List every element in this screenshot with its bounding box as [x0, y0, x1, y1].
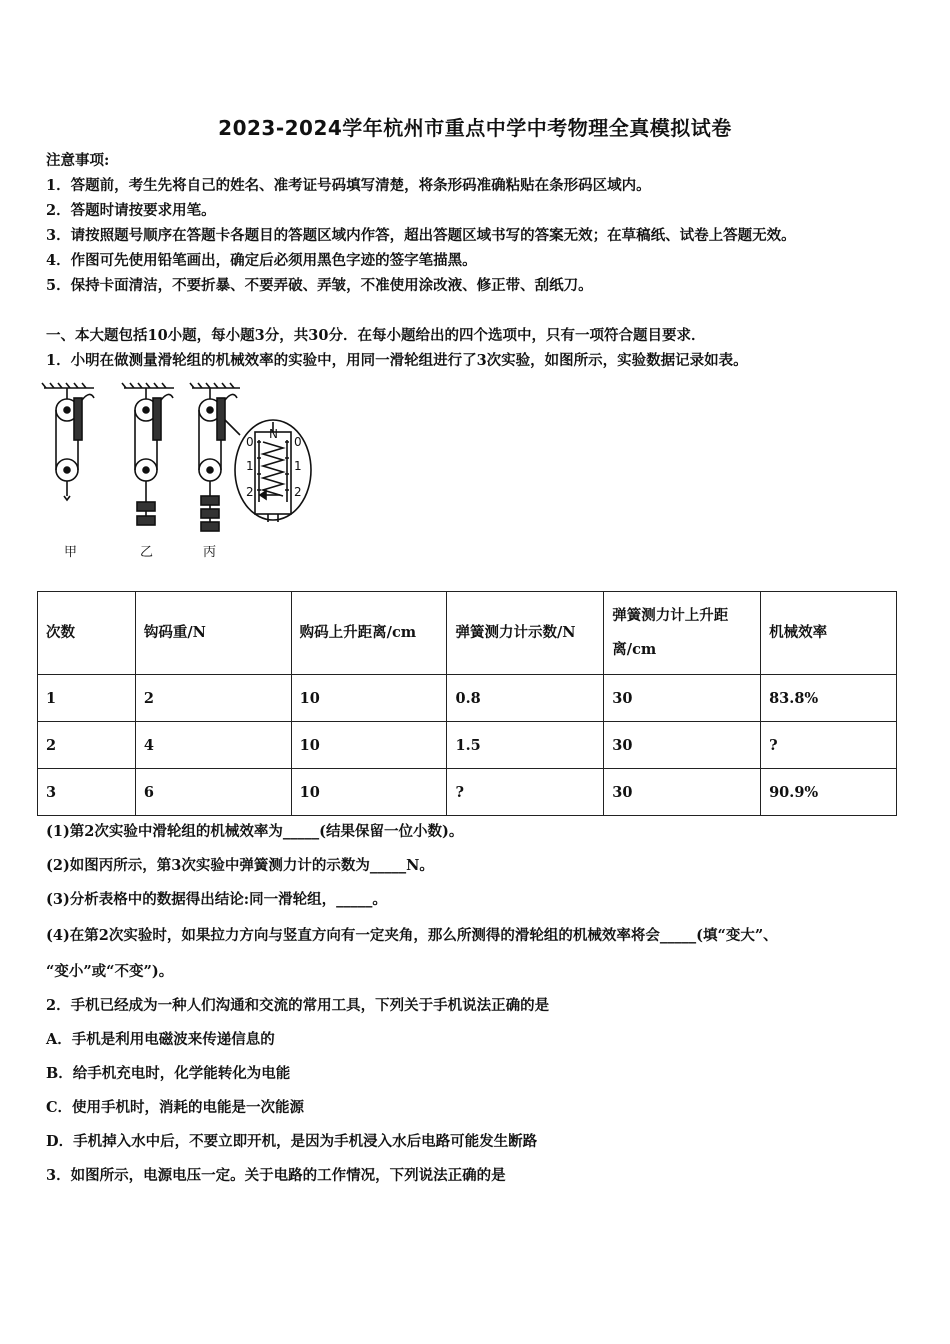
notice-item-4: 4．作图可先使用铅笔画出，确定后必须用黑色字迹的签字笔描黑。: [46, 252, 477, 269]
table-header-cell: 弹簧测力计上升距离/cm: [604, 592, 761, 675]
figure-label-jia: 甲: [64, 545, 78, 560]
notice-item-1: 1．答题前，考生先将自己的姓名、准考证号码填写清楚，将条形码准确粘贴在条形码区域内。: [46, 177, 651, 194]
table-header-row: [38, 592, 897, 675]
table-cell: ?: [447, 769, 604, 816]
table-row: [38, 769, 897, 816]
q1-sub-4: (4)在第2次实验时，如果拉力方向与竖直方向有一定夹角，那么所测得的滑轮组的机械效率将会_____(填“变大”、: [46, 927, 778, 944]
figure-label-bing: 丙: [203, 545, 217, 560]
table-cell: 10: [291, 675, 447, 722]
table-cell: 4: [135, 722, 291, 769]
table-cell: 1: [38, 675, 136, 722]
scale-left-1: 1: [246, 459, 254, 473]
scale-left-0: 0: [246, 435, 254, 449]
q2-option-a: A．手机是利用电磁波来传递信息的: [46, 1031, 275, 1048]
table-header-cell: 购码上升距离/cm: [291, 592, 447, 675]
pulley-setup-bing: [190, 383, 240, 531]
table-cell: 90.9%: [761, 769, 897, 816]
table-row: [38, 722, 897, 769]
table-cell: 1.5: [447, 722, 604, 769]
q1-stem: 1．小明在做测量滑轮组的机械效率的实验中，用同一滑轮组进行了3次实验，如图所示，实验数据记录如表。: [46, 352, 748, 369]
page-title: 2023-2024学年杭州市重点中学中考物理全真模拟试卷: [218, 116, 732, 140]
scale-right-1: 1: [294, 459, 302, 473]
table-cell: 2: [135, 675, 291, 722]
q2-option-d: D．手机掉入水中后，不要立即开机，是因为手机浸入水后电路可能发生断路: [46, 1133, 538, 1150]
table-header-cell: 钩码重/N: [135, 592, 291, 675]
q1-sub-2: (2)如图丙所示，第3次实验中弹簧测力计的示数为_____N。: [46, 857, 434, 874]
table-cell: 2: [38, 722, 136, 769]
notice-item-5: 5．保持卡面清洁，不要折暴、不要弄破、弄皱，不准使用涂改液、修正带、刮纸刀。: [46, 277, 593, 294]
notice-item-2: 2．答题时请按要求用笔。: [46, 202, 216, 219]
notice-heading: 注意事项:: [46, 152, 110, 169]
figure-label-yi: 乙: [140, 545, 154, 560]
table-cell: 6: [135, 769, 291, 816]
pulley-setup-yi: [122, 383, 174, 525]
table-cell: 0.8: [447, 675, 604, 722]
table-row: [38, 675, 897, 722]
q2-option-c: C．使用手机时，消耗的电能是一次能源: [46, 1099, 305, 1116]
table-cell: 3: [38, 769, 136, 816]
table-cell: ?: [761, 722, 897, 769]
q1-sub-3: (3)分析表格中的数据得出结论:同一滑轮组，_____。: [46, 891, 387, 908]
table-cell: 30: [604, 675, 761, 722]
q1-sub-1: (1)第2次实验中滑轮组的机械效率为_____(结果保留一位小数)。: [46, 823, 464, 840]
section-heading: 一、本大题包括10小题，每小题3分，共30分．在每小题给出的四个选项中，只有一项符合题目要求．: [46, 327, 706, 344]
table-header-cell: 次数: [38, 592, 136, 675]
q2-stem: 2．手机已经成为一种人们沟通和交流的常用工具，下列关于手机说法正确的是: [46, 997, 550, 1014]
notice-item-3: 3．请按照题号顺序在答题卡各题目的答题区域内作答，超出答题区域书写的答案无效；在草稿纸、试卷上答题无效。: [46, 227, 796, 244]
q2-option-b: B．给手机充电时，化学能转化为电能: [46, 1065, 291, 1082]
pulley-setup-jia: [42, 383, 94, 500]
scale-left-2: 2: [246, 485, 254, 499]
table-cell: 83.8%: [761, 675, 897, 722]
experiment-table: [37, 591, 897, 816]
q3-stem: 3．如图所示，电源电压一定。关于电路的工作情况，下列说法正确的是: [46, 1167, 506, 1184]
pulley-figure: [40, 380, 330, 570]
scale-label-n: N: [269, 427, 278, 441]
table-cell: 10: [291, 769, 447, 816]
table-cell: 30: [604, 722, 761, 769]
scale-right-2: 2: [294, 485, 302, 499]
table-cell: 30: [604, 769, 761, 816]
table-cell: 10: [291, 722, 447, 769]
scale-right-0: 0: [294, 435, 302, 449]
table-header-cell: 弹簧测力计示数/N: [447, 592, 604, 675]
q1-sub-4-cont: “变小”或“不变”)。: [46, 963, 174, 980]
table-header-cell: 机械效率: [761, 592, 897, 675]
